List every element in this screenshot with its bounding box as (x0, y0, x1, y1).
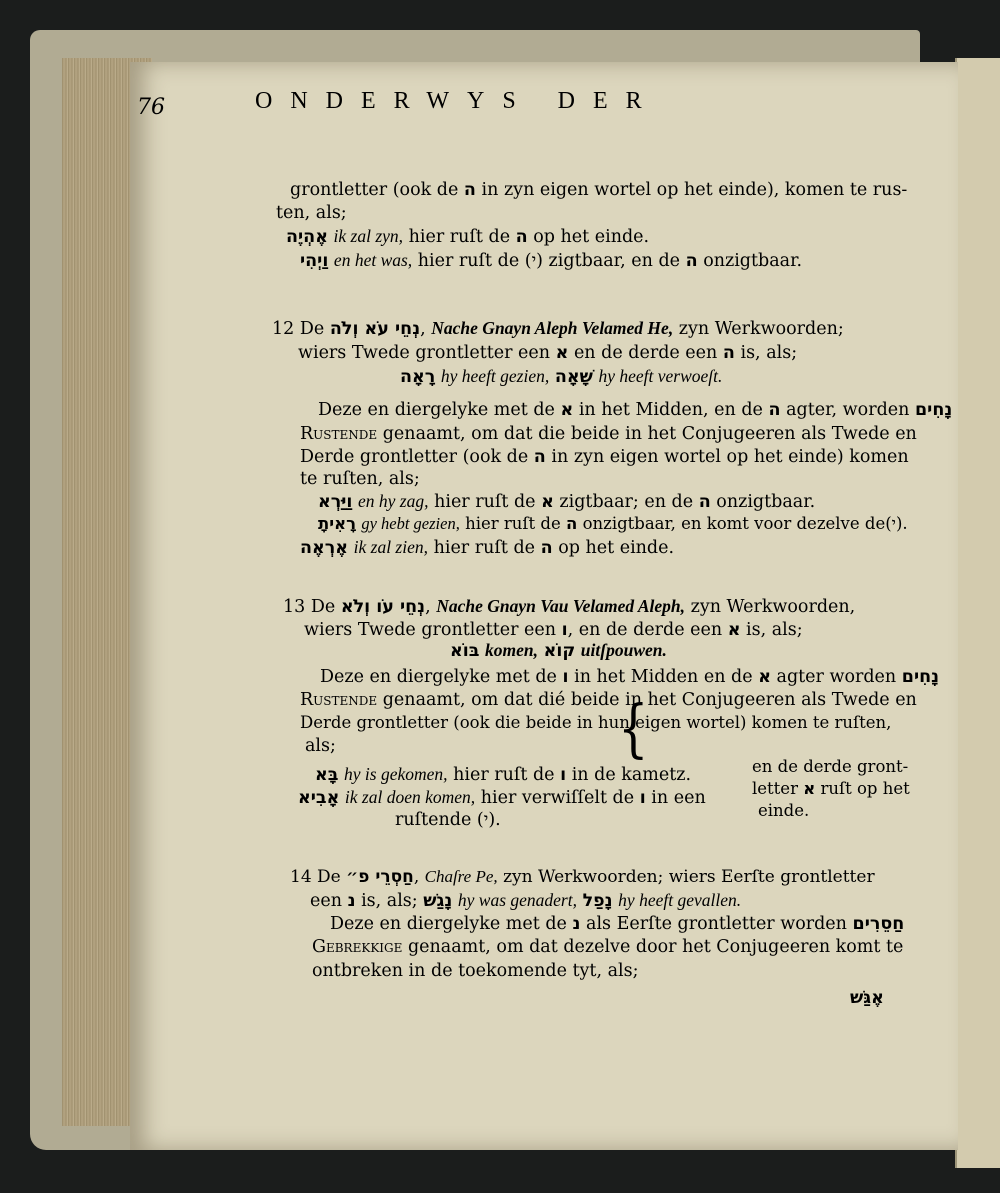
paragraph-line: als; (305, 736, 336, 756)
example-line: אֶרְאֶה ik zal zien, hier ruſt de ה op het einde. (300, 537, 675, 558)
page-number: 76 (137, 95, 165, 120)
example-line: בָּא hy is gekomen, hier ruſt de ו in de kametz. (315, 764, 692, 785)
text-line: grontletter (ook de ה in zyn eigen wortel op het einde), komen te rus- (290, 180, 908, 200)
example-line: וַיַּרְא en hy zag, hier ruſt de א zigtbaar; en de ה onzigtbaar. (318, 491, 816, 512)
example-line: אָבִיא ik zal doen komen, hier verwiſſelt de ו in een (298, 787, 706, 808)
paragraph-line: Gebrekkige genaamt, om dat dezelve door het Conjugeeren komt te (312, 937, 904, 957)
facing-page-edge (955, 58, 1000, 1168)
paragraph-line: Derde grontletter (ook de ה in zyn eigen wortel op het einde) komen (300, 447, 909, 467)
example-line: אֶהְיֶה ik zal zyn, hier ruſt de ה op het einde. (286, 226, 650, 247)
brace: { (618, 692, 649, 766)
paragraph-line: Deze en diergelyke met de א in het Midden, en de ה agter, worden נָחִים (318, 400, 953, 420)
text-line: wiers Twede grontletter een ו, en de derde een א is, als; (304, 620, 803, 640)
paragraph-line: Derde grontletter (ook die beide in hun eigen wortel) komen te ruſten, (300, 713, 892, 732)
section-heading: 12 De נְחֵי עֹא וְלֹה, Nache Gnayn Aleph Velamed He, zyn Werkwoorden; (272, 318, 844, 339)
text-line: een נ is, als; נָגַשׁ hy was genadert, נָפַל hy heeft gevallen. (310, 890, 742, 911)
paragraph-line: Rustende genaamt, om dat die beide in het Conjugeeren als Twede en (300, 424, 917, 444)
example-line: רָאִיתָ gy hebt gezien, hier ruſt de ה onzigtbaar, en komt voor dezelve de(י). (318, 514, 908, 533)
paragraph-line: te ruſten, als; (300, 469, 420, 489)
text-line: ten, als; (276, 203, 347, 223)
example-line: וַיְהִי en het was, hier ruſt de (י) zigtbaar, en de ה onzigtbaar. (300, 250, 803, 271)
paragraph-line: ontbreken in de toekomende tyt, als; (312, 961, 639, 981)
side-note: en de derde gront- (752, 757, 909, 776)
section-heading: 14 De חַסְרֵי פ״, Chaſre Pe, zyn Werkwoorden; wiers Eerſte grontletter (290, 867, 875, 887)
running-head: ONDERWYS DER (255, 88, 660, 114)
example-line: רָאָה hy heeft gezien, שָׁאָה hy heeft verwoeſt. (400, 366, 723, 387)
paragraph-line: Deze en diergelyke met de ו in het Midden en de א agter worden נָחִים (320, 667, 940, 687)
text-line: wiers Twede grontletter een א en de derde een ה is, als; (298, 343, 798, 363)
catchword: אֶגַּשׁ (850, 988, 884, 1008)
example-line: ruſtende (י). (395, 810, 501, 830)
section-heading: 13 De נְחֵי עֹו וְלֹא, Nache Gnayn Vau Velamed Aleph, zyn Werkwoorden, (283, 596, 856, 617)
side-note: letter א ruſt op het (752, 779, 910, 798)
side-note: einde. (758, 801, 810, 820)
paragraph-line: Deze en diergelyke met de נ als Eerſte grontletter worden חַסֵרִים (330, 914, 905, 934)
paragraph-line: Rustende genaamt, om dat dié beide in het Conjugeeren als Twede en (300, 690, 917, 710)
example-line: בּוֹא komen, קוֹא uitſpouwen. (450, 640, 667, 661)
